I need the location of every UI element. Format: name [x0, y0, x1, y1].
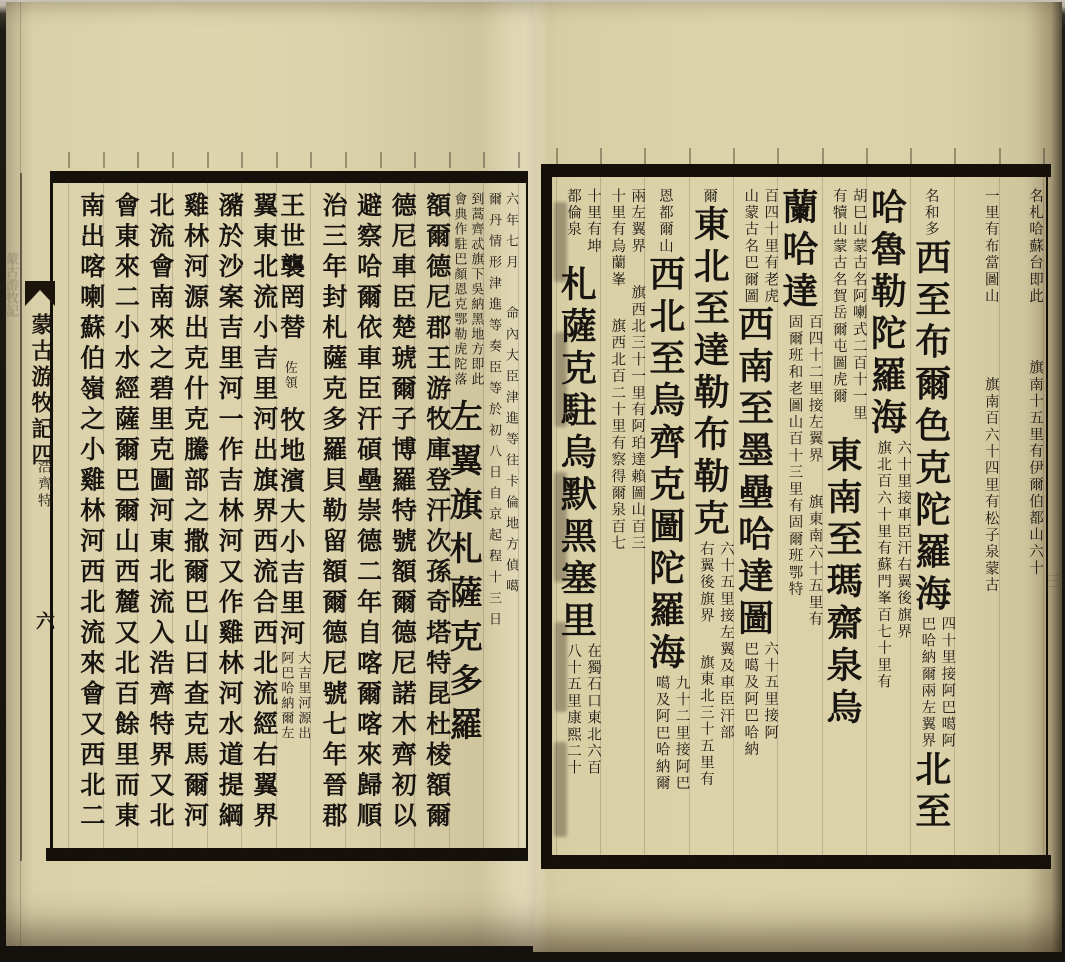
interlinear-note: 大吉里河源出 阿巴哈納爾左 [279, 650, 312, 741]
column-rule [822, 176, 823, 858]
fishtail-mark [25, 281, 55, 307]
interlinear-note: 胡巳山蒙古名阿喇式二百十一里 有犢山蒙古名賀岳爾屯圖虎爾 [830, 188, 867, 422]
column-rule [733, 176, 734, 858]
page-number: 六 [33, 611, 54, 630]
main-text: 瀦於沙案吉里河一作吉林河又作雞林河水道提綱 [215, 192, 243, 833]
column-tick [483, 152, 485, 168]
note-text: 名和多 [922, 188, 939, 239]
left-page-column-12 [103, 192, 140, 842]
interlinear-note: 百四十二里接左翼界旗東南六十五里有 固爾班和老圖山百十三里有固爾班鄂特 [786, 314, 823, 628]
main-text: 左翼旗札薩克多羅 [444, 399, 481, 751]
main-text: 北至 [910, 749, 951, 834]
column-tick [414, 152, 416, 168]
right-page-column-1 [999, 188, 1046, 850]
interlinear-note: 十里有坤 都倫泉 [565, 188, 601, 255]
column-tick [999, 148, 1001, 164]
left-page-column-7 [276, 192, 313, 842]
column-tick [241, 152, 243, 168]
column-rule [449, 180, 450, 850]
interlinear-note: 六十里接車臣汗右翼後旗界 旗北百六十里有蘇門峯百七十里有 [875, 440, 912, 691]
main-text: 南出喀喇蘇伯嶺之小雞林河西北流來會又西北二 [76, 192, 104, 833]
left-page-column-6 [311, 192, 348, 842]
main-text: 西南至墨壘哈達圖 [733, 304, 774, 641]
column-rule [172, 180, 173, 850]
main-text: 會東來二小水經薩爾巴爾山西麓又北百餘里而東 [111, 192, 139, 833]
right-page-right-frame [1046, 164, 1048, 869]
left-page-column-2 [444, 192, 486, 842]
column-tick [380, 152, 382, 168]
left-page-top-border [50, 171, 528, 183]
column-tick [310, 152, 312, 168]
main-text: 翼東北流小吉里河出旗界西流合西北流經右翼界 [249, 192, 277, 833]
column-rule [600, 176, 601, 858]
note-text: 旗南百六十四里有松子泉蒙古 [982, 376, 999, 595]
spine-book-title: 蒙古游牧記四 [29, 313, 54, 469]
column-rule [310, 180, 311, 850]
column-tick [137, 152, 139, 168]
column-rule [910, 176, 911, 858]
column-rule [68, 180, 69, 850]
column-rule [241, 180, 242, 850]
left-page-right-frame [526, 171, 528, 861]
left-page-column-1 [484, 192, 521, 842]
note-text: 旗南十五里有伊爾伯都山六十 [1027, 359, 1043, 578]
column-rule [866, 176, 867, 858]
column-tick [68, 152, 70, 168]
column-tick [518, 152, 520, 168]
main-text: 王世襲罔替 [276, 192, 304, 345]
interlinear-note: 六十五里接左翼及車臣汗部 右翼後旗界旗東北三十五里有 [697, 540, 734, 788]
column-tick [556, 148, 558, 164]
right-page-column-5 [822, 188, 869, 850]
column-rule [556, 176, 557, 858]
left-page-column-8 [242, 192, 279, 842]
left-page-bottom-border [46, 848, 528, 861]
right-page-column-7 [733, 188, 780, 850]
column-tick [276, 152, 278, 168]
left-page [6, 2, 533, 946]
main-text: 東南至瑪齋泉烏 [822, 435, 863, 730]
column-rule [207, 180, 208, 850]
right-page-column-4 [866, 188, 913, 850]
right-page-column-11 [556, 188, 603, 850]
note-text: 爾 [701, 188, 718, 205]
column-rule [1043, 176, 1044, 858]
leaf-edge-mark: 三 [1045, 574, 1061, 590]
note-text: 一里有布當圖山 [982, 188, 999, 305]
interlinear-note: 兩左翼界旗西北三十一里有阿珀達賴圖山百三 十里有烏蘭峯旗西北百二十里有察得爾泉百七 [609, 188, 646, 553]
left-page-column-11 [138, 192, 175, 842]
right-page-column-3 [910, 188, 957, 850]
column-tick [644, 148, 646, 164]
column-rule [689, 176, 690, 858]
column-rule [137, 180, 138, 850]
column-tick [954, 148, 956, 164]
column-rule [103, 180, 104, 850]
main-text: 牧地濱大小吉里河 [276, 406, 304, 651]
column-rule [777, 176, 778, 858]
column-rule [999, 176, 1000, 858]
spine-section-label: 浩齊特 [36, 459, 51, 510]
note-text: 佐領 [282, 360, 298, 391]
right-page-column-8 [689, 188, 736, 850]
main-text: 西北至烏齊克圖陀羅海 [644, 254, 685, 675]
main-text: 札薩克駐烏默黑塞里 [556, 264, 597, 643]
main-text: 德尼車臣楚琥爾子博羅特號額爾德尼諾木齊初以 [388, 192, 416, 833]
left-page-column-4 [380, 192, 417, 842]
column-tick [822, 148, 824, 164]
note-text: 名札哈蘇台即此 [1027, 188, 1043, 305]
column-tick [345, 152, 347, 168]
column-tick [689, 148, 691, 164]
right-page-top-border [541, 164, 1051, 177]
main-text: 雞林河源出克什克騰部之撒爾巴山曰查克馬爾河 [180, 192, 208, 833]
facing-page-ghost-text: 蒙古游牧記 [4, 252, 19, 317]
interlinear-note: 到蒿齊忒旗下吳納黑地方即此 會典作駐巴顏恩克鄂勒虎陀落 [452, 192, 485, 387]
main-text: 蘭哈達 [777, 188, 818, 314]
right-page-column-2 [955, 188, 1002, 850]
column-tick [103, 152, 105, 168]
column-tick [866, 148, 868, 164]
column-tick [777, 148, 779, 164]
left-page-column-3 [415, 192, 452, 842]
column-tick [207, 152, 209, 168]
column-tick [600, 148, 602, 164]
left-page-column-9 [207, 192, 244, 842]
center-margin [20, 173, 60, 863]
right-page [533, 2, 1062, 952]
right-page-column-10 [600, 188, 647, 850]
left-page-column-5 [346, 192, 383, 842]
column-rule [483, 180, 484, 850]
main-text: 治三年封札薩克多羅貝勒留額爾德尼號七年晉郡 [319, 192, 346, 833]
column-tick [733, 148, 735, 164]
column-rule [954, 176, 955, 858]
column-rule [380, 180, 381, 850]
column-rule [518, 180, 519, 850]
left-page-column-13 [69, 192, 106, 842]
interlinear-note: 九十二里接阿巴 噶及阿巴哈納爾 [653, 674, 690, 792]
left-page-column-10 [173, 192, 210, 842]
right-page-bottom-border [545, 855, 1051, 869]
interlinear-note: 四十里接阿巴噶阿 巴哈納爾兩左翼界 [919, 616, 956, 750]
interlinear-note: 百四十里有老虎 山蒙古名巴爾圖 [742, 188, 779, 305]
note-text: 恩都爾山 [656, 188, 673, 255]
right-page-column-9 [645, 188, 692, 850]
main-text: 西至布爾色克陀羅海 [910, 238, 951, 617]
main-text: 額爾德尼郡王游牧庫登汗次孫奇塔特昆杜棱額爾 [422, 192, 450, 833]
column-tick [1043, 148, 1045, 164]
interlinear-note: 六十五里接阿 巴噶及阿巴哈納 [742, 640, 779, 758]
column-tick [172, 152, 174, 168]
right-page-column-6 [778, 188, 825, 850]
interlinear-note: 在獨石口東北六百 八十五里康熙二十 [565, 642, 601, 777]
main-text: 東北至達勒布勒克 [689, 204, 730, 541]
interlinear-note: 六年七月命內大臣津進等往卡倫地方偵噶 爾丹情形津進等奏臣等於初八日自京起程十三日 [487, 192, 519, 633]
column-rule [644, 176, 645, 858]
main-text: 哈魯勒陀羅海 [866, 188, 907, 440]
main-text: 避察哈爾依車臣汗碩壘崇德二年自喀爾喀來歸順 [353, 192, 381, 833]
right-page-left-frame [541, 164, 552, 869]
column-tick [910, 148, 912, 164]
column-tick [449, 152, 451, 168]
column-rule [345, 180, 346, 850]
main-text: 北流會南來之碧里克圖河東北流入浩齊特界又北 [146, 192, 173, 833]
column-rule [414, 180, 415, 850]
column-rule [276, 180, 277, 850]
